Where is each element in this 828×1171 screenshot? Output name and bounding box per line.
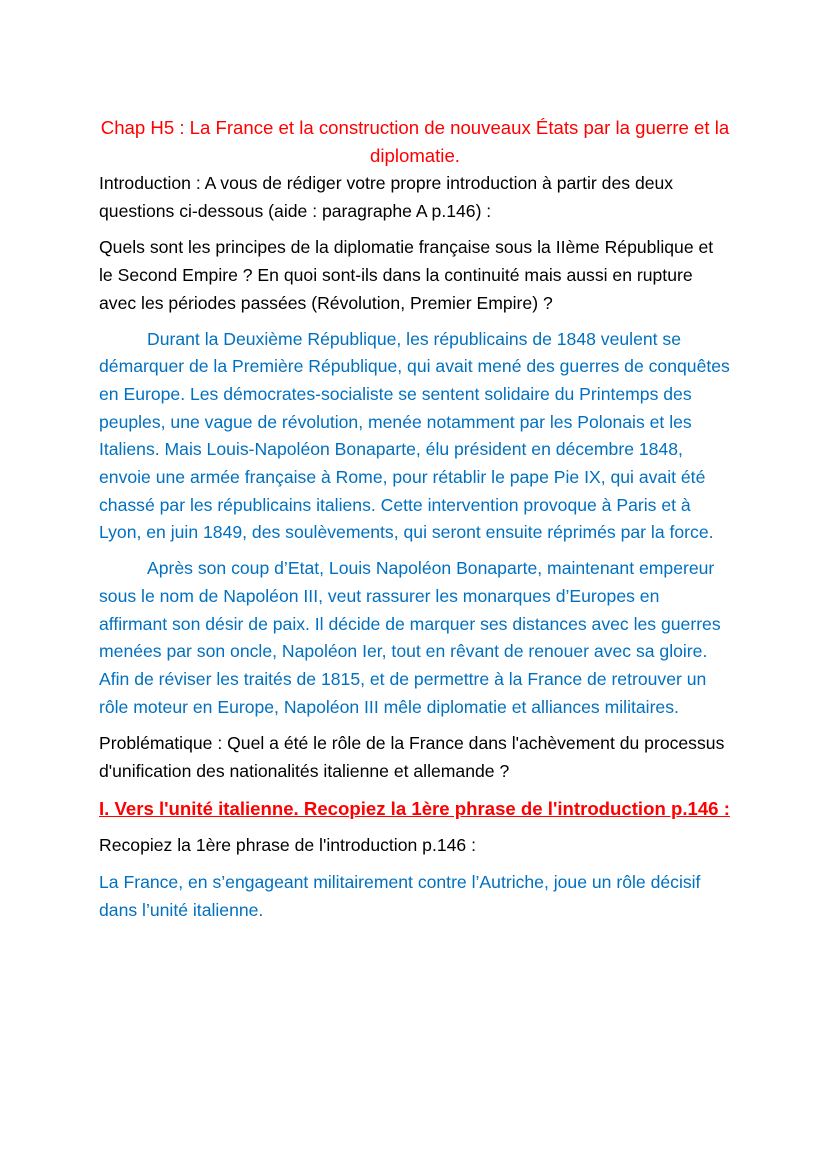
document-page xyxy=(99,114,731,925)
section-1-heading: I. Vers l'unité italienne. Recopiez la 1ère phrase de l'introduction p.146 : xyxy=(99,797,730,819)
answer-paragraph-2: Après son coup d’Etat, Louis Napoléon Bonaparte, maintenant empereur sous le nom de Napoléon III, veut rassurer les monarques d’Europes en affirmant son désir de paix. Il décide de marquer ses distances avec les guerres menées par son oncle, Napoléon Ier, tout en rêvant de renouer avec sa gloire. Afin de réviser les traités de 1815, et de permettre à la France de retrouver un rôle moteur en Europe, Napoléon III mêle diplomatie et alliances militaires. xyxy=(99,558,721,717)
document-title: Chap H5 : La France et la construction de nouveaux États par la guerre et la diplomatie. xyxy=(100,117,730,166)
guiding-question: Quels sont les principes de la diplomatie française sous la IIème République et le Second Empire ? En quoi sont-ils dans la continuité mais aussi en rupture avec les périodes passées (Révolution, Premier Empire) ? xyxy=(99,237,714,313)
section-1-answer: La France, en s’engageant militairement contre l’Autriche, joue un rôle décisif dans l’unité italienne. xyxy=(99,872,701,920)
answer-paragraph-1: Durant la Deuxième République, les républicains de 1848 veulent se démarquer de la Première République, qui avait mené des guerres de conquêtes en Europe. Les démocrates-socialiste se sentent solidaire du Printemps des peuples, une vague de révolution, menée notamment par les Polonais et les Italiens. Mais Louis-Napoléon Bonaparte, élu président en décembre 1848, envoie une armée française à Rome, pour rétablir le pape Pie IX, qui avait été chassé par les républicains italiens. Cette intervention provoque à Paris et à Lyon, en juin 1849, des soulèvements, qui seront ensuite réprimés par la force. xyxy=(99,328,730,543)
introduction-prompt: Introduction : A vous de rédiger votre propre introduction à partir des deux questions ci-dessous (aide : paragraphe A p.146) : xyxy=(99,173,674,221)
problematique: Problématique : Quel a été le rôle de la France dans l'achèvement du processus d'unification des nationalités italienne et allemande ? xyxy=(99,733,725,782)
section-1-instruction: Recopiez la 1ère phrase de l'introduction p.146 : xyxy=(99,835,476,856)
